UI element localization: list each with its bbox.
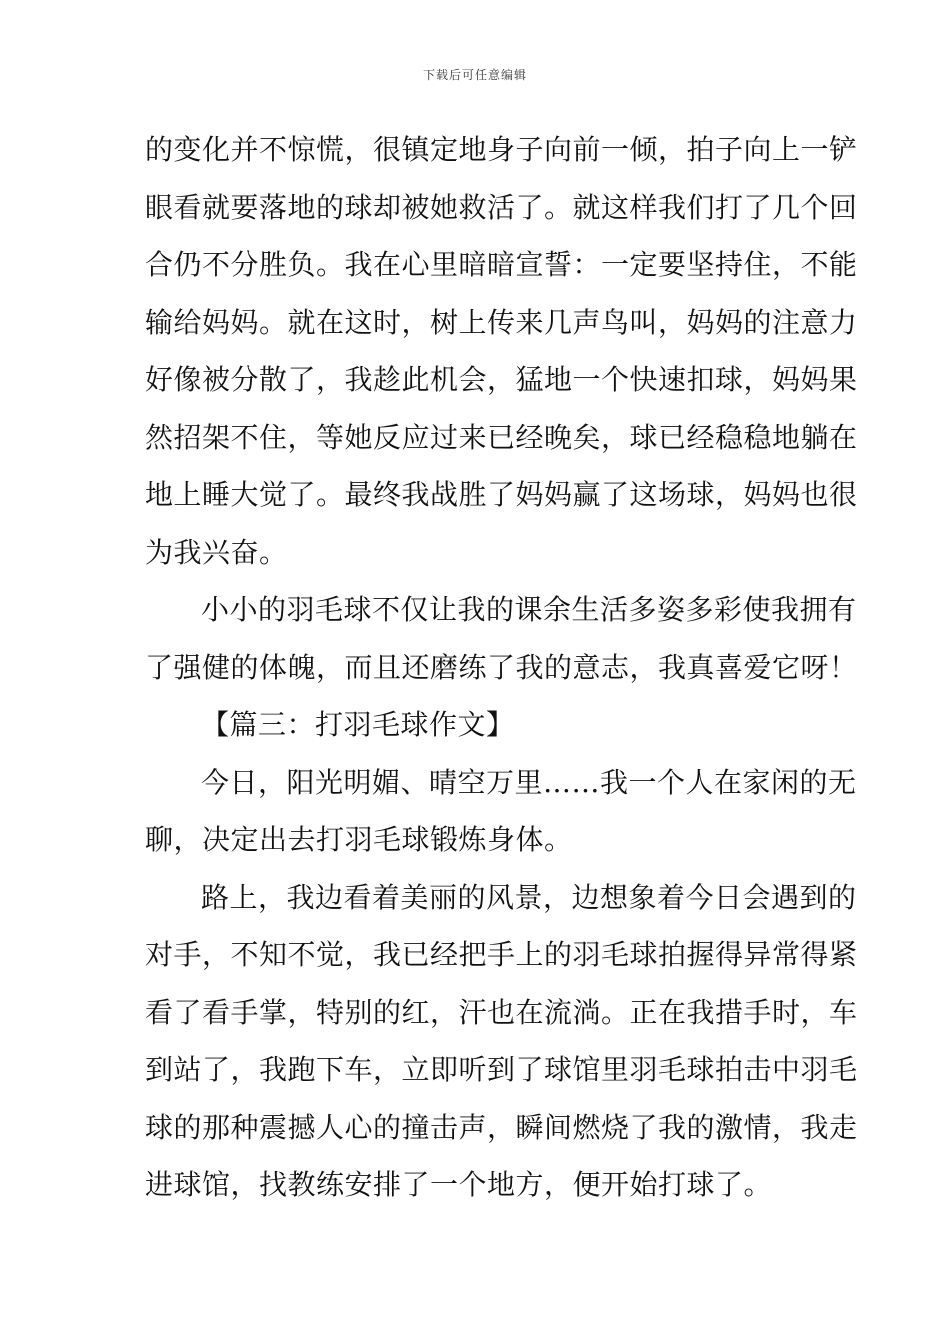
text-line: 为我兴奋。	[145, 535, 288, 569]
text-line: 好像被分散了，我趁此机会，猛地一个快速扣球，妈妈果	[145, 363, 858, 396]
paragraph-start-line: 小小的羽毛球不仅让我的课余生活多姿多彩使我拥有	[201, 593, 857, 626]
paragraph-start-line: 今日，阳光明媚、晴空万里……我一个人在家闲的无	[201, 765, 857, 799]
text-line: 看了看手掌，特别的红，汗也在流淌。正在我措手时，车	[145, 995, 858, 1029]
text-line: 眼看就要落地的球却被她救活了。就这样我们打了几个回	[145, 190, 858, 224]
text-line: 对手，不知不觉，我已经把手上的羽毛球拍握得异常得紧	[145, 938, 858, 971]
text-line: 然招架不住，等她反应过来已经晚矣，球已经稳稳地躺在	[145, 420, 858, 454]
text-line: 的变化并不惊慌，很镇定地身子向前一倾，拍子向上一铲	[145, 133, 858, 166]
text-line: 球的那种震撼人心的撞击声，瞬间燃烧了我的激情，我走	[145, 1110, 858, 1144]
paragraph-start-line: 路上，我边看着美丽的风景，边想象着今日会遇到的	[201, 880, 857, 914]
text-line: 输给妈妈。就在这时，树上传来几声鸟叫，妈妈的注意力	[145, 305, 858, 339]
text-line: 地上睡大觉了。最终我战胜了妈妈赢了这场球，妈妈也很	[145, 478, 858, 511]
text-line: 到站了，我跑下车，立即听到了球馆里羽毛球拍击中羽毛	[145, 1053, 858, 1086]
text-line: 合仍不分胜负。我在心里暗暗宣誓：一定要坚持住，不能	[145, 248, 858, 281]
section-heading: 【篇三：打羽毛球作文】	[201, 708, 515, 741]
document-body	[145, 121, 858, 1214]
text-line: 进球馆，找教练安排了一个地方，便开始打球了。	[145, 1168, 773, 1201]
header-note: 下载后可任意编辑	[422, 68, 527, 82]
text-line: 了强健的体魄，而且还磨练了我的意志，我真喜爱它呀！	[145, 650, 858, 684]
text-line: 聊，决定出去打羽毛球锻炼身体。	[145, 823, 573, 856]
